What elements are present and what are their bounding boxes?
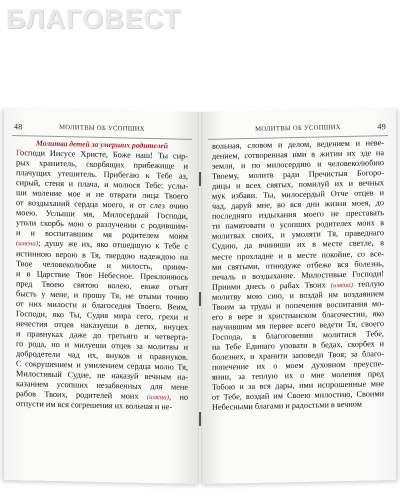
text-segment: вольная, словом и делом, ведением и неве- <box>212 138 384 151</box>
text-segment: Милостивый Судие, не наказуй вечным на- <box>16 369 188 382</box>
text-segment: нечестия отцев наказуеши в детях, внуцех <box>16 318 188 332</box>
text-segment: ми святыми, отнюдуже отбеже вся болезнь, <box>212 258 384 272</box>
text-segment: Твоим за труды и попечения воспитания мо- <box>212 298 384 312</box>
text-segment: от них милости и благоседия Твоего. Веим, <box>16 298 188 312</box>
text-segment: Господа, в благоговении молитися Тебе, <box>212 329 384 342</box>
text-segment: С сокрушением и умилением сердца молю Тя, <box>16 359 188 372</box>
text-line <box>212 399 384 413</box>
text-segment: теплую <box>352 278 384 289</box>
text-segment: , но <box>168 392 188 402</box>
text-segment: ; душу же их, яко отшедшую к Тебе с <box>38 239 188 252</box>
text-segment: печаль и воздыхание. Милостивые Господи! <box>212 268 384 282</box>
text-segment: дением, сотворенная ими в житии их зде на <box>212 148 384 161</box>
right-running-header: МОЛИТВЫ ОБ УСОПШИХ <box>255 124 341 133</box>
text-segment: утоли скорбь мою о разлучении с родившим- <box>16 218 188 232</box>
text-segment: Господи, яко Ты, Судия мира сего, грехи и <box>16 308 188 322</box>
text-segment: и правнуках даже до третьяго и четверта- <box>16 329 188 342</box>
open-book <box>0 112 400 490</box>
watermark-logo: БЛАГОВЕСТ <box>6 4 181 34</box>
text-segment: и в Царствие Твое Небесное. Преклоняюсь <box>16 268 188 282</box>
text-segment: рых хранитель, скорбящих прибежище и <box>16 158 188 171</box>
left-running-header: МОЛИТВЫ ОБ УСОПШИХ <box>59 124 145 133</box>
text-segment: научившим мя первее всего ведети Тя, своего <box>212 318 384 332</box>
left-page-number: 48 <box>14 122 23 132</box>
right-page-number: 49 <box>377 122 386 132</box>
text-segment: попечение их о моем духовном преуспе- <box>212 359 384 372</box>
text-segment: Твое человеколюбие и милость, приим- <box>16 258 188 272</box>
text-segment: Судию, да вчиниши их в месте светле, в <box>212 238 384 252</box>
text-segment: от Тебе, воздай им Своею милостию, Своими <box>212 389 384 402</box>
left-page-text <box>16 138 188 413</box>
text-segment: молитву мою сию, и воздай им воздаянием <box>212 288 384 302</box>
text-segment: на Тебе Единаго уповати в бедах, скорбех и <box>212 339 384 352</box>
text-segment: и и воспитавшим мя родителем моим <box>16 228 188 242</box>
text-segment: рабов Твоих, родителей моих <box>16 389 147 402</box>
text-segment: янии, за теплую их о мне моления пред <box>212 369 384 382</box>
text-segment: Тобою и за вся дары, ими испрошенные мне <box>212 379 384 392</box>
text-segment: пред Твоею святою волею, еюже отъят <box>16 278 188 292</box>
names-placeholder-marker: (имена) <box>330 281 353 289</box>
text-segment: ти памятовати о усопших родителех моих в <box>212 218 384 232</box>
text-segment: моею. Услыши мя, Милосердый Господи, <box>16 208 188 222</box>
text-segment: Твоему, молитв ради Пречистыя Богоро- <box>212 168 384 181</box>
text-segment: мук избави. Ты, милосердый Отче отцев и <box>212 188 384 201</box>
right-page <box>200 108 396 484</box>
text-segment: Небесными благами и радостьми в вечном <box>212 399 362 412</box>
text-segment: последняго издыхания моего не преставать <box>212 208 384 222</box>
binding-stitch <box>199 172 201 186</box>
names-placeholder-marker: (имена) <box>146 394 169 402</box>
text-segment: от воздыханий сердца моего, и от слез очию <box>16 198 188 212</box>
text-segment: дицы и всех святых, помилуй их и вечных <box>212 178 384 191</box>
text-segment: осподи Иисусе Христе, Боже наш! Ты сир- <box>20 148 188 161</box>
text-segment: молитвах своих, и умоляти Тя, праведнаго <box>212 228 384 242</box>
text-segment: бысть у мене, и прошу Тя, не отыми точию <box>16 288 188 302</box>
text-segment: отпусти им вся согрешения их вольная и не- <box>16 399 173 412</box>
text-segment: его в вере и христианском благочестии, яко <box>212 308 384 322</box>
text-segment: го рода, но и милуеши отцев за молитвы и <box>16 339 188 352</box>
text-segment: истинною верою в Тя, твердою надеждою на <box>16 248 188 262</box>
left-page <box>4 108 200 484</box>
text-segment: плачущих утешитель. Прибегаю к Тебе аз, <box>16 168 188 181</box>
binding-stitch <box>199 412 201 426</box>
text-segment: добродетели чад их, внуков и правнуков. <box>16 349 188 362</box>
names-placeholder-marker: (имена) <box>16 240 39 249</box>
right-page-text <box>212 138 384 413</box>
text-segment: болезнех, и хранити заповеди Твоя; за благо- <box>212 349 384 362</box>
text-segment: месте прохладне и в месте покойне, со все- <box>212 248 384 262</box>
text-segment: чад, даруй мне, во вся дни жизни моея, до <box>212 198 384 212</box>
prayer-title: Молитва детей за умерших родителей <box>35 138 169 151</box>
text-segment: казанием усопших незабвенных для мене <box>16 379 188 392</box>
binding-stitch <box>199 292 201 306</box>
text-segment: земли, и по милосердию и человеколюбию <box>212 158 384 171</box>
text-segment: Приими днесь о рабах Твоих <box>212 279 331 292</box>
initial-letter: Г <box>16 148 21 158</box>
text-segment: сирый, стеня и плача, и молюся Тебе: услы- <box>16 178 188 191</box>
text-segment: ши моление мое и не отврати лица Твоего <box>16 188 188 201</box>
